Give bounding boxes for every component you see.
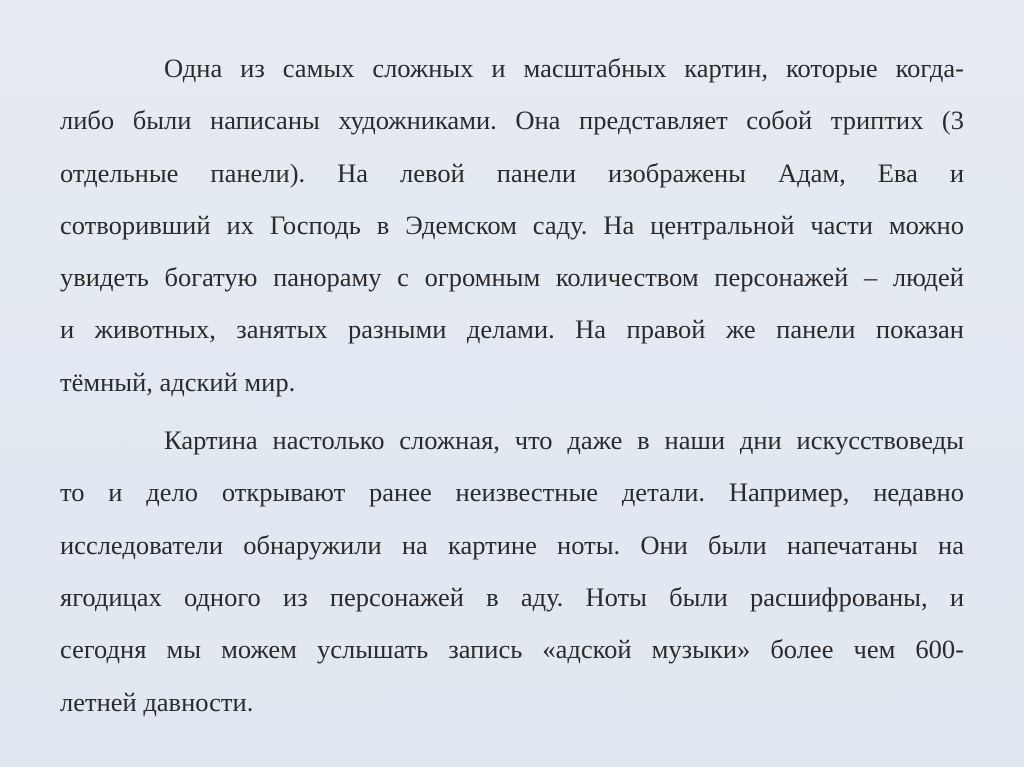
text-line: сегодня мы можем услышать запись «адской музыки» более чем 600- bbox=[60, 634, 964, 665]
paragraph-1 bbox=[60, 42, 964, 408]
text-line: сотворивший их Господь в Эдемском саду. На центральной части можно bbox=[60, 209, 964, 240]
text-line: отдельные панели). На левой панели изображены Адам, Ева и bbox=[60, 157, 964, 188]
text-line: тёмный, адский мир. bbox=[60, 366, 296, 397]
paragraph-2 bbox=[60, 414, 964, 728]
text-line: увидеть богатую панораму с огромным количеством персонажей – людей bbox=[60, 262, 964, 293]
text-line: исследователи обнаружили на картине ноты. Они были напечатаны на bbox=[60, 529, 964, 560]
text-line: Картина настолько сложная, что даже в наши дни искусствоведы bbox=[164, 425, 964, 456]
text-line: летней давности. bbox=[60, 686, 254, 717]
text-line: либо были написаны художниками. Она представляет собой триптих (3 bbox=[60, 105, 964, 136]
text-line: и животных, занятых разными делами. На правой же панели показан bbox=[60, 314, 964, 345]
text-line: Одна из самых сложных и масштабных картин, которые когда- bbox=[164, 53, 964, 83]
text-line: то и дело открывают ранее неизвестные детали. Например, недавно bbox=[60, 477, 964, 508]
body-text bbox=[60, 42, 964, 728]
text-line: ягодицах одного из персонажей в аду. Ноты были расшифрованы, и bbox=[60, 581, 964, 612]
